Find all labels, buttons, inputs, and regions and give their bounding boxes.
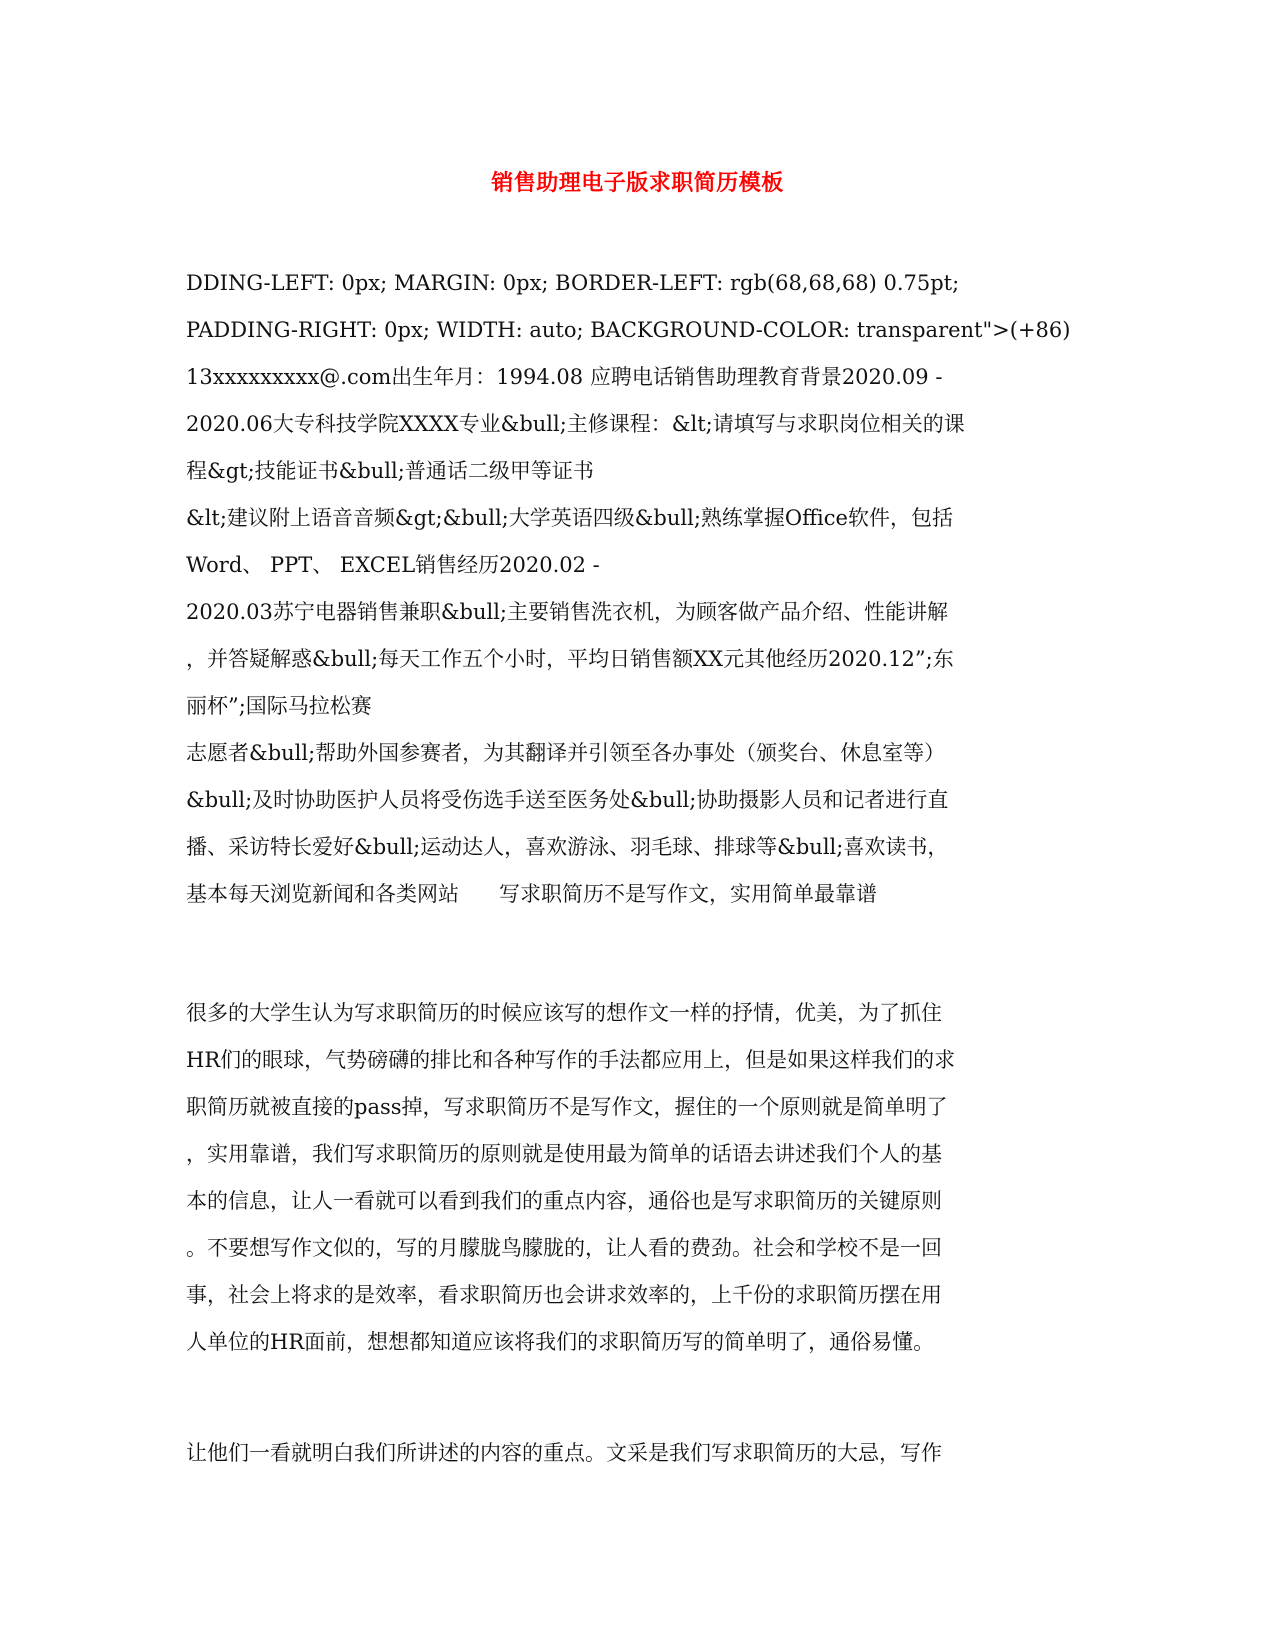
text-line: 让他们一看就明白我们所讲述的内容的重点。文采是我们写求职简历的大忌，写作 bbox=[186, 1441, 942, 1465]
text-line: 程&gt;技能证书&bull;普通话二级甲等证书 bbox=[186, 459, 594, 483]
document-title: 销售助理电子版求职简历模板 bbox=[491, 171, 784, 196]
closing-paragraph bbox=[186, 1430, 1091, 1477]
text-line: 职简历就被直接的pass掉，写求职简历不是写作文，握住的一个原则就是简单明了 bbox=[186, 1095, 948, 1119]
text-line: 人单位的HR面前，想想都知道应该将我们的求职简历写的简单明了，通俗易懂。 bbox=[186, 1330, 935, 1354]
text-line: 基本每天浏览新闻和各类网站 写求职简历不是写作文，实用简单最靠谱 bbox=[186, 882, 878, 906]
text-line: 2020.06大专科技学院XXXX专业&bull;主修课程：&lt;请填写与求职岗位相关的课 bbox=[186, 412, 965, 436]
text-line: 播、采访特长爱好&bull;运动达人，喜欢游泳、羽毛球、排球等&bull;喜欢读书， bbox=[186, 835, 949, 859]
text-line: 很多的大学生认为写求职简历的时候应该写的想作文一样的抒情，优美，为了抓住 bbox=[186, 1001, 942, 1025]
text-line: PADDING-RIGHT: 0px; WIDTH: auto; BACKGROUND-COLOR: transparent">(+86) bbox=[186, 318, 1071, 342]
text-line: 事，社会上将求的是效率，看求职简历也会讲求效率的，上千份的求职简历摆在用 bbox=[186, 1283, 942, 1307]
text-line: 2020.03苏宁电器销售兼职&bull;主要销售洗衣机，为顾客做产品介绍、性能讲解 bbox=[186, 600, 949, 624]
text-line: 本的信息，让人一看就可以看到我们的重点内容，通俗也是写求职简历的关键原则 bbox=[186, 1189, 942, 1213]
text-line: 13xxxxxxxxx@.com出生年月：1994.08 应聘电话销售助理教育背景2020.09 - bbox=[186, 365, 943, 389]
text-line: 志愿者&bull;帮助外国参赛者，为其翻译并引领至各办事处（颁奖台、休息室等） bbox=[186, 741, 946, 765]
text-line: &lt;建议附上语音音频&gt;&bull;大学英语四级&bull;熟练掌握Office软件，包括 bbox=[186, 506, 953, 530]
text-line: HR们的眼球，气势磅礴的排比和各种写作的手法都应用上，但是如果这样我们的求 bbox=[186, 1048, 956, 1072]
advice-paragraph bbox=[186, 990, 1091, 1366]
text-line: 。不要想写作文似的，写的月朦胧鸟朦胧的，让人看的费劲。社会和学校不是一回 bbox=[186, 1236, 942, 1260]
text-line: DDING-LEFT: 0px; MARGIN: 0px; BORDER-LEFT: rgb(68,68,68) 0.75pt; bbox=[186, 271, 960, 295]
text-line: 丽杯”;国际马拉松赛 bbox=[186, 694, 372, 718]
text-line: ，并答疑解惑&bull;每天工作五个小时，平均日销售额XX元其他经历2020.12”;东 bbox=[186, 647, 954, 671]
text-line: &bull;及时协助医护人员将受伤选手送至医务处&bull;协助摄影人员和记者进行直 bbox=[186, 788, 949, 812]
text-line: ，实用靠谱，我们写求职简历的原则就是使用最为简单的话语去讲述我们个人的基 bbox=[186, 1142, 942, 1166]
text-line: Word、 PPT、 EXCEL销售经历2020.02 - bbox=[186, 553, 600, 577]
resume-text-block bbox=[186, 260, 1091, 918]
